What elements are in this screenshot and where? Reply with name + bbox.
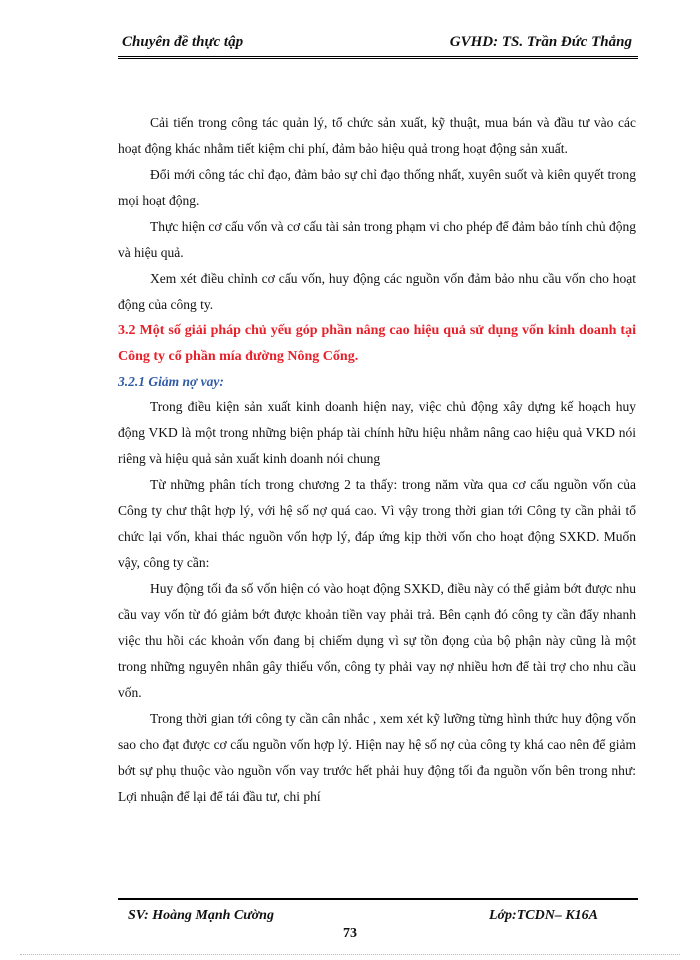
paragraph: Xem xét điều chỉnh cơ cấu vốn, huy động các nguồn vốn đảm bảo nhu cầu vốn cho hoạt động của công ty. [118, 271, 636, 312]
paragraph: Từ những phân tích trong chương 2 ta thấy: trong năm vừa qua cơ cấu nguồn vốn của Công ty chư thật hợp lý, với hệ số nợ quá cao. Vì vậy trong thời gian tới Công ty cần phải tổ chức lại vốn, khai thác nguồn vốn hợp lý, đáp ứng kịp thời vốn cho hoạt động SXKD. Muốn vậy, công ty cần: [118, 477, 636, 570]
header-topic: Chuyên đề thực tập [122, 34, 244, 50]
footer-class: Lớp:TCDN– K16A [488, 908, 598, 923]
document-body [118, 110, 636, 810]
header-supervisor: GVHD: TS. Trần Đức Thắng [449, 34, 632, 50]
subsection-title: 3.2.1 Giảm nợ vay: [118, 374, 224, 389]
section-title: 3.2 Một số giải pháp chủ yếu góp phần nâng cao hiệu quả sử dụng vốn kinh doanh tại Công ty cổ phần mía đường Nông Cống. [118, 323, 636, 364]
page-header [118, 28, 638, 59]
paragraph: Huy động tối đa số vốn hiện có vào hoạt động SXKD, điều này có thể giảm bớt được nhu cầu vay vốn từ đó giảm bớt được khoản tiền vay phải trả. Bên cạnh đó công ty cần đẩy nhanh việc thu hồi các khoản vốn đang bị chiếm dụng vì sự tồn đọng của bộ phận này cũng là một trong những nguyên nhân gây thiếu vốn, công ty phải vay nợ nhiều hơn để tài trợ cho nhu cầu vốn. [118, 581, 636, 700]
page-number: 73 [343, 926, 357, 941]
page-footer [118, 898, 638, 922]
footer-student: SV: Hoàng Mạnh Cường [128, 908, 274, 923]
paragraph: Đổi mới công tác chỉ đạo, đảm bảo sự chỉ đạo thống nhất, xuyên suốt và kiên quyết trong mọi hoạt động. [118, 167, 636, 208]
page-break-divider [20, 954, 680, 955]
paragraph: Trong điều kiện sản xuất kinh doanh hiện nay, việc chủ động xây dựng kế hoạch huy động VKD là một trong những biện pháp tài chính hữu hiệu nhằm nâng cao hiệu quả VKD nói riêng và hiệu quả sản xuất kinh doanh nói chung [118, 399, 636, 466]
paragraph: Cải tiến trong công tác quản lý, tổ chức sản xuất, kỹ thuật, mua bán và đầu tư vào các hoạt động khác nhằm tiết kiệm chi phí, đảm bảo hiệu quả trong hoạt động sản xuất. [118, 115, 636, 156]
paragraph: Trong thời gian tới công ty cần cân nhắc , xem xét kỹ lưỡng từng hình thức huy động vốn sao cho đạt được cơ cấu nguồn vốn hợp lý. Hiện nay hệ số nợ của công ty khá cao nên để giảm bớt sự phụ thuộc vào nguồn vốn vay trước hết phải huy động tối đa nguồn vốn bên trong như: Lợi nhuận để lại để tái đầu tư, chi phí [118, 711, 636, 804]
paragraph: Thực hiện cơ cấu vốn và cơ cấu tài sản trong phạm vi cho phép để đảm bảo tính chủ động và hiệu quả. [118, 219, 636, 260]
